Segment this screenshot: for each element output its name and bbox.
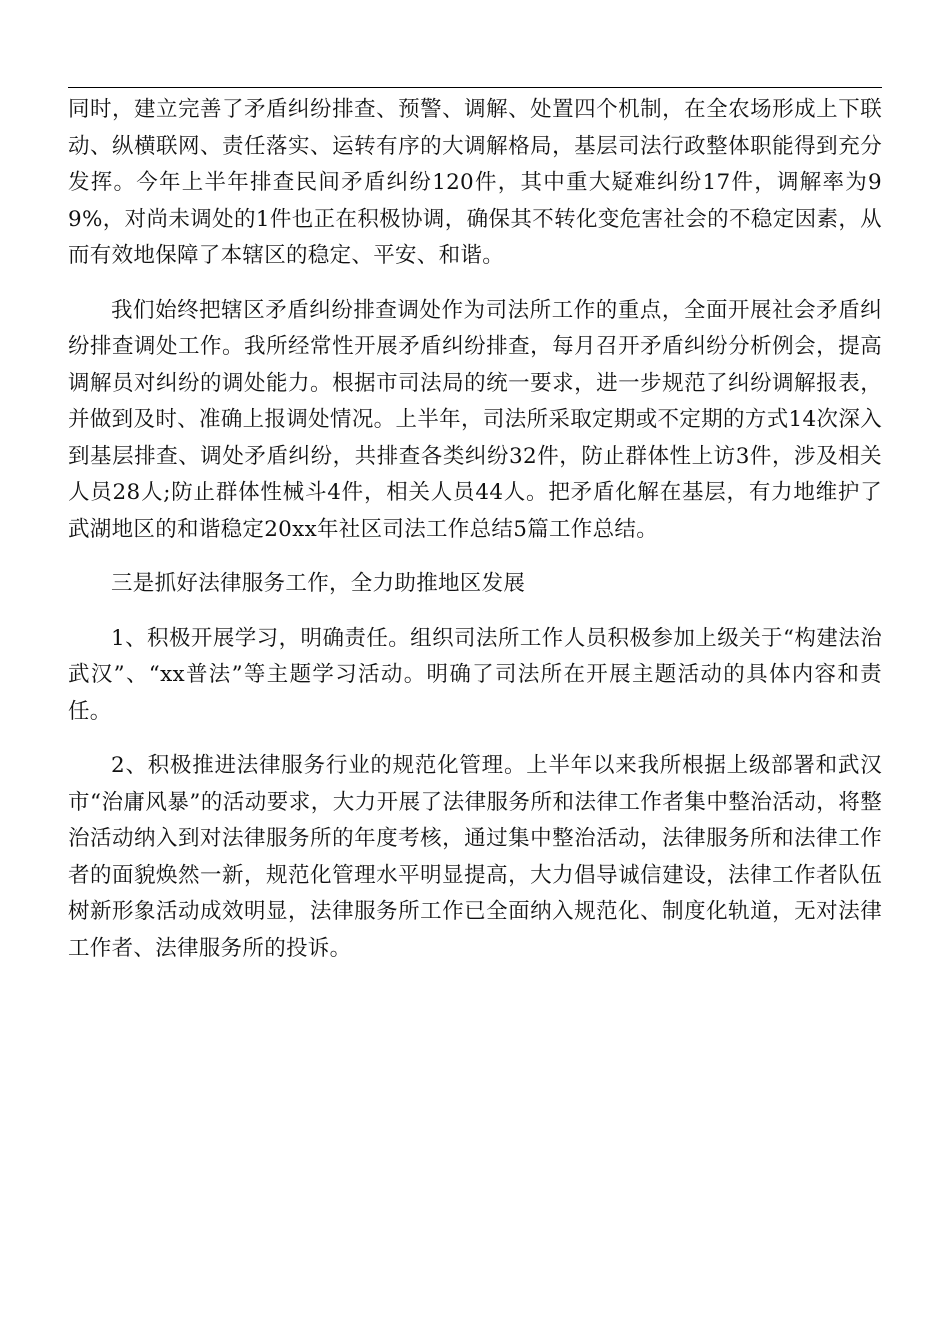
paragraph-dispute-investigation: 我们始终把辖区矛盾纠纷排查调处作为司法所工作的重点，全面开展社会矛盾纠纷排查调处工作。我所经常性开展矛盾纠纷排查，每月召开矛盾纠纷分析例会，提高调解员对纠纷的调处能力。根据市司法局的统一要求，进一步规范了纠纷调解报表，并做到及时、准确上报调处情况。上半年，司法所采取定期或不定期的方式14次深入到基层排查、调处矛盾纠纷，共排查各类纠纷32件，防止群体性上访3件，涉及相关人员28人;防止群体性械斗4件，相关人员44人。把矛盾化解在基层，有力地维护了武湖地区的和谐稳定20xx年社区司法工作总结5篇工作总结。 bbox=[68, 297, 882, 542]
section-heading-legal-services: 三是抓好法律服务工作，全力助推地区发展 bbox=[111, 571, 526, 596]
paragraph-item-1-study: 1、积极开展学习，明确责任。组织司法所工作人员积极参加上级关于“构建法治武汉”、“xx普法”等主题学习活动。明确了司法所在开展主题活动的具体内容和责任。 bbox=[68, 625, 882, 724]
document-body bbox=[68, 92, 882, 967]
header-rule bbox=[68, 87, 882, 88]
paragraph-continuation: 同时，建立完善了矛盾纠纷排查、预警、调解、处置四个机制，在全农场形成上下联动、纵横联网、责任落实、运转有序的大调解格局，基层司法行政整体职能得到充分发挥。今年上半年排查民间矛盾纠纷120件，其中重大疑难纠纷17件，调解率为99%，对尚未调处的1件也正在积极协调，确保其不转化变危害社会的不稳定因素，从而有效地保障了本辖区的稳定、平安、和谐。 bbox=[68, 97, 882, 268]
paragraph-item-2-standardization: 2、积极推进法律服务行业的规范化管理。上半年以来我所根据上级部署和武汉市“治庸风暴”的活动要求，大力开展了法律服务所和法律工作者集中整治活动，将整治活动纳入到对法律服务所的年度考核，通过集中整治活动，法律服务所和法律工作者的面貌焕然一新，规范化管理水平明显提高，大力倡导诚信建设，法律工作者队伍树新形象活动成效明显，法律服务所工作已全面纳入规范化、制度化轨道，无对法律工作者、法律服务所的投诉。 bbox=[68, 753, 882, 961]
